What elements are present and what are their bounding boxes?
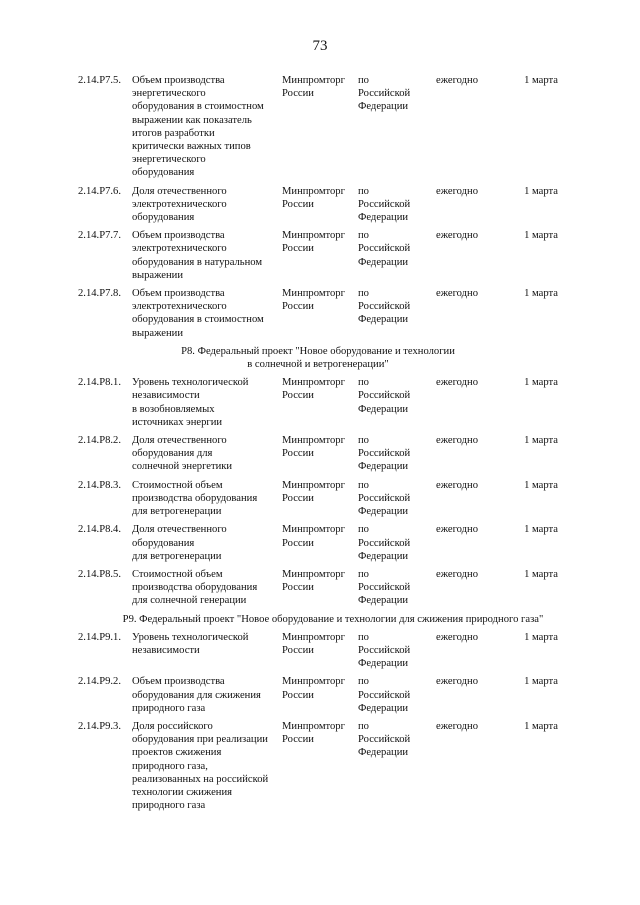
frequency: ежегодно [436,720,479,732]
indicator-name: Доля российского оборудования при реализации проектов сжижения природного газа, реализованных на российской технологии сжижения природного газа [132,720,269,812]
responsible-agency: Минпромторг России [282,377,345,402]
indicator-code: 2.14.Р9.2. [78,676,121,688]
deadline-date: 1 марта [524,230,558,242]
frequency: ежегодно [436,230,479,242]
indicator-name: Доля отечественного электротехнического оборудования [132,185,227,224]
indicator-code: 2.14.Р9.1. [78,631,121,643]
deadline-date: 1 марта [524,185,558,197]
table-row [78,523,558,563]
deadline-date: 1 марта [524,435,558,447]
frequency: ежегодно [436,479,479,491]
indicator-level: по Российской Федерации [358,75,411,113]
indicator-code: 2.14.Р7.5. [78,75,121,86]
frequency: ежегодно [436,524,479,536]
responsible-agency: Минпромторг России [282,568,345,594]
table-row [78,434,558,474]
indicator-name: Объем производства электротехнического оборудования в натуральном выражении [132,230,263,281]
indicator-name: Доля отечественного оборудования для солнечной энергетики [132,435,233,473]
responsible-agency: Минпромторг России [282,720,345,746]
indicator-name: Доля отечественного оборудования для ветрогенерации [132,524,227,562]
responsible-agency: Минпромторг России [282,230,345,255]
indicator-code: 2.14.Р7.6. [78,185,121,197]
deadline-date: 1 марта [524,377,558,389]
responsible-agency: Минпромторг России [282,676,345,701]
responsible-agency: Минпромторг России [282,631,345,656]
indicator-code: 2.14.Р8.2. [78,435,121,447]
indicator-code: 2.14.Р8.4. [78,524,121,536]
frequency: ежегодно [436,288,479,300]
frequency: ежегодно [436,676,479,688]
section-heading-p8: Р8. Федеральный проект "Новое оборудование и технологии в солнечной и ветрогенерации" [181,345,455,371]
indicator-name: Объем производства электротехнического оборудования в стоимостном выражении [132,288,264,339]
indicator-code: 2.14.Р8.3. [78,479,121,491]
indicator-level: по Российской Федерации [358,568,411,607]
frequency: ежегодно [436,568,479,580]
indicator-name: Уровень технологической независимости [132,631,249,656]
indicator-code: 2.14.Р7.7. [78,230,121,242]
indicator-level: по Российской Федерации [358,288,411,326]
indicator-level: по Российской Федерации [358,479,411,518]
indicator-name: Объем производства энергетического оборудования в стоимостном выражении как показатель итогов разработки критически важных типов энергетического оборудования [132,75,264,179]
frequency: ежегодно [436,435,479,447]
deadline-date: 1 марта [524,568,558,580]
table-row [78,568,558,608]
frequency: ежегодно [436,185,479,197]
indicator-level: по Российской Федерации [358,230,411,268]
indicator-table [78,74,558,817]
indicator-level: по Российской Федерации [358,524,411,562]
indicator-code: 2.14.Р9.3. [78,720,121,732]
indicator-name: Стоимостной объем производства оборудования для ветрогенерации [132,479,258,518]
frequency: ежегодно [436,631,479,643]
indicator-name: Объем производства оборудования для сжижения природного газа [132,676,261,714]
table-row [78,479,558,519]
indicator-level: по Российской Федерации [358,631,411,670]
responsible-agency: Минпромторг России [282,185,345,210]
indicator-level: по Российской Федерации [358,435,411,473]
deadline-date: 1 марта [524,288,558,300]
table-row [78,185,558,225]
table-row [78,287,558,340]
table-row [78,74,558,180]
indicator-level: по Российской Федерации [358,676,411,714]
responsible-agency: Минпромторг России [282,524,345,549]
table-row [78,720,558,812]
deadline-date: 1 марта [524,631,558,643]
responsible-agency: Минпромторг России [282,288,345,313]
table-row [78,675,558,715]
indicator-code: 2.14.Р8.5. [78,568,121,580]
indicator-level: по Российской Федерации [358,377,411,415]
frequency: ежегодно [436,75,479,86]
deadline-date: 1 марта [524,720,558,732]
page-number: 73 [312,38,328,54]
responsible-agency: Минпромторг России [282,479,345,504]
deadline-date: 1 марта [524,75,558,86]
indicator-code: 2.14.Р8.1. [78,377,121,389]
frequency: ежегодно [436,377,479,389]
indicator-level: по Российской Федерации [358,185,411,224]
indicator-name: Уровень технологической независимости в возобновляемых источниках энергии [132,377,249,428]
deadline-date: 1 марта [524,524,558,536]
deadline-date: 1 марта [524,676,558,688]
section-heading-p9: Р9. Федеральный проект "Новое оборудование и технологии для сжижения природного газа" [122,613,544,625]
indicator-name: Стоимостной объем производства оборудования для солнечной генерации [132,568,258,607]
deadline-date: 1 марта [524,479,558,491]
table-row [78,376,558,429]
responsible-agency: Минпромторг России [282,75,345,100]
indicator-code: 2.14.Р7.8. [78,288,121,300]
indicator-level: по Российской Федерации [358,720,411,759]
table-row [78,229,558,282]
table-row [78,631,558,671]
responsible-agency: Минпромторг России [282,435,345,460]
